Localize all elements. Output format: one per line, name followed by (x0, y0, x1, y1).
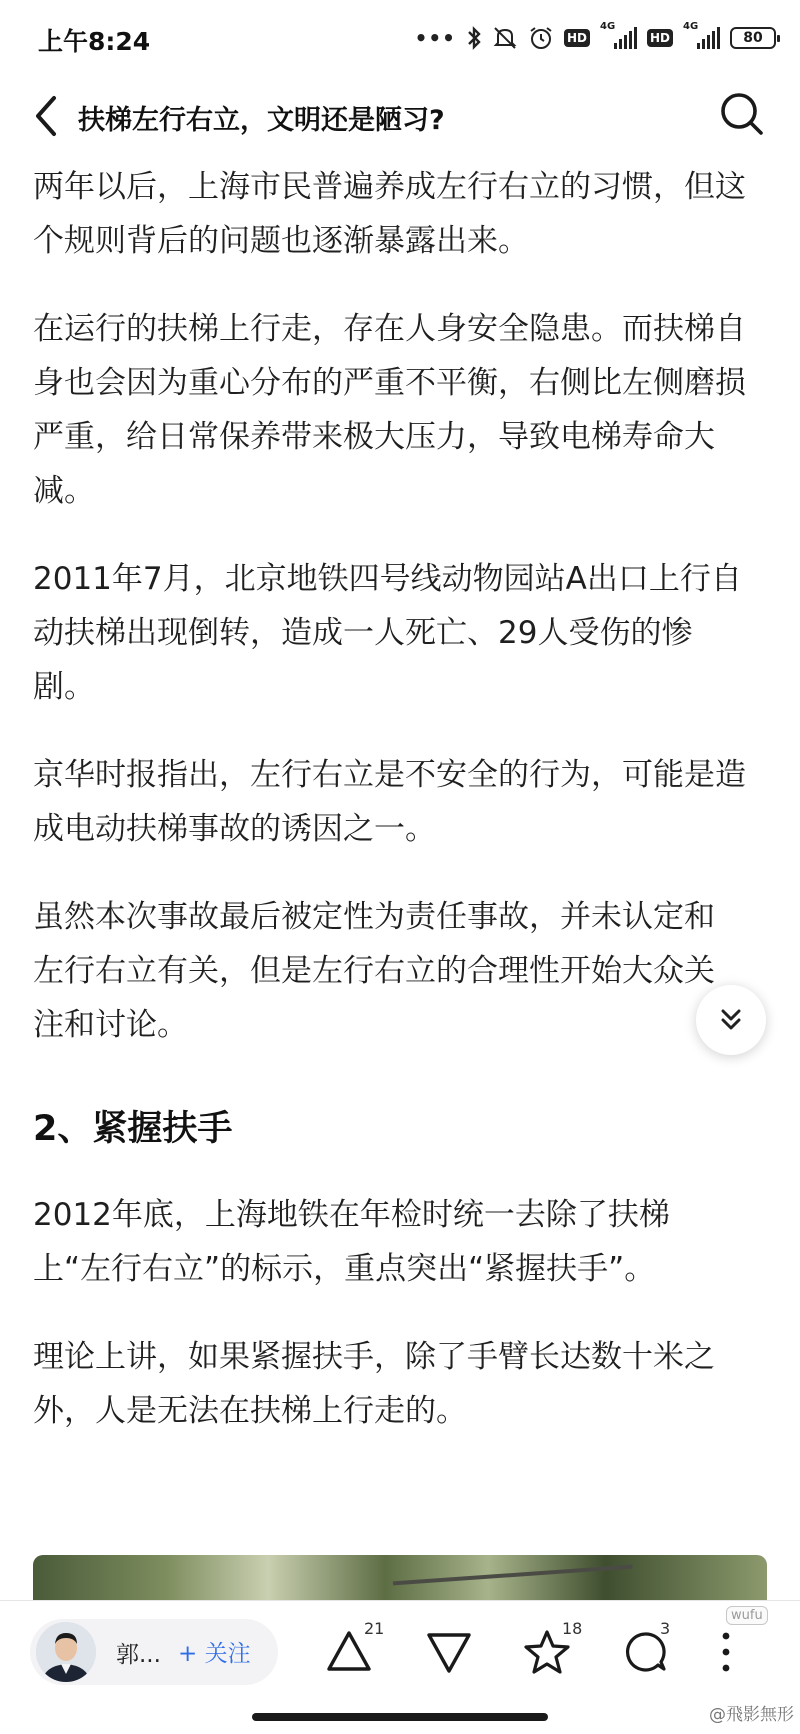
battery-icon: 80 (730, 27, 776, 49)
author-chip[interactable] (30, 1619, 278, 1685)
avatar[interactable] (36, 1622, 96, 1682)
bluetooth-icon (466, 25, 482, 51)
upvote-count: 21 (364, 1619, 385, 1638)
author-name[interactable]: 郭... (116, 1642, 161, 1668)
paragraph: 两年以后，上海市民普遍养成左行右立的习惯，但这个规则背后的问题也逐渐暴露出来。 (33, 169, 746, 259)
upvote-button[interactable] (324, 1619, 385, 1683)
paragraph: 京华时报指出，左行右立是不安全的行为，可能是造成电动扶梯事故的诱因之一。 (33, 757, 746, 847)
article-body (33, 160, 775, 1438)
watermark-logo: wufu (726, 1606, 768, 1625)
scroll-down-button[interactable] (696, 985, 766, 1055)
more-vertical-icon (706, 1627, 746, 1677)
hd-icon: HD (647, 29, 673, 47)
page-title: 扶梯左行右立，文明还是陋习? (78, 105, 445, 136)
downvote-triangle-icon (424, 1627, 474, 1677)
paragraph: 虽然本次事故最后被定性为责任事故，并未认定和左行右立有关，但是左行右立的合理性开始大众关注和讨论。 (33, 899, 715, 1043)
status-bar (0, 0, 800, 76)
network-type-label: 4G (599, 21, 616, 32)
paragraph: 在运行的扶梯上行走，存在人身安全隐患。而扶梯自身也会因为重心分布的严重不平衡，右侧比左侧磨损严重，给日常保养带来极大压力，导致电梯寿命大减。 (33, 311, 746, 509)
mute-icon (492, 25, 518, 51)
signal-icon (599, 21, 637, 49)
network-type-label: 4G (683, 21, 699, 32)
paragraph: 2011年7月，北京地铁四号线动物园站A出口上行自动扶梯出现倒转，造成一人死亡、29人受伤的惨剧。 (33, 561, 742, 705)
follow-button[interactable]: + 关注 (178, 1641, 251, 1667)
search-button[interactable] (718, 90, 766, 138)
comment-count: 3 (660, 1619, 671, 1638)
favorite-button[interactable] (522, 1619, 583, 1683)
more-dots-icon: ••• (414, 26, 456, 50)
comment-button[interactable] (620, 1619, 676, 1683)
signal-icon (683, 21, 720, 49)
downvote-button[interactable] (424, 1627, 480, 1683)
back-button[interactable] (30, 92, 66, 140)
alarm-icon (528, 25, 554, 51)
status-icons (415, 22, 776, 54)
article-header (0, 80, 800, 152)
credit-watermark: @飛影無形 (709, 1705, 794, 1725)
paragraph: 理论上讲，如果紧握扶手，除了手臂长达数十米之外，人是无法在扶梯上行走的。 (33, 1339, 715, 1429)
section-heading: 2、紧握扶手 (33, 1109, 233, 1149)
paragraph: 2012年底，上海地铁在年检时统一去除了扶梯上“左行右立”的标示，重点突出“紧握扶手”。 (33, 1197, 670, 1287)
more-options-button[interactable] (706, 1627, 746, 1683)
home-indicator[interactable] (252, 1713, 548, 1721)
search-icon (718, 90, 766, 138)
favorite-count: 18 (562, 1619, 583, 1638)
double-chevron-down-icon (716, 1005, 746, 1035)
chevron-left-icon (30, 92, 66, 140)
status-time: 上午8:24 (38, 27, 151, 56)
hd-icon: HD (564, 29, 590, 47)
